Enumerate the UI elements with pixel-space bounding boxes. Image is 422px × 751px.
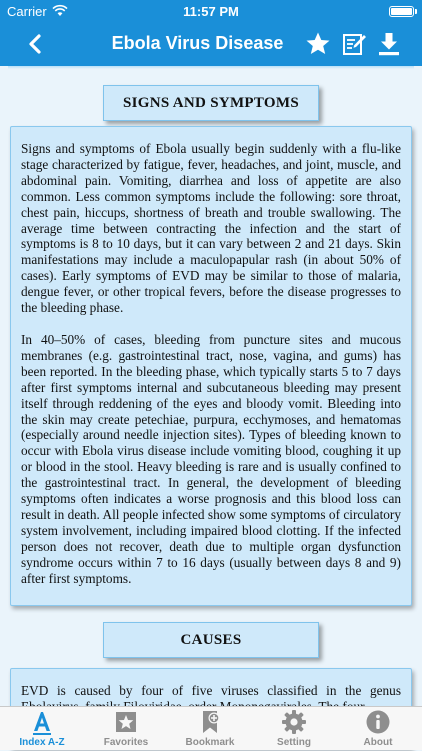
tab-setting[interactable] — [252, 707, 336, 751]
favorite-star-icon[interactable] — [304, 30, 332, 58]
tab-label: About — [363, 737, 393, 748]
gear-icon — [281, 709, 307, 735]
tab-bar — [0, 706, 422, 750]
article-content[interactable] — [0, 66, 422, 706]
tab-about[interactable] — [336, 707, 420, 751]
tab-index-a-z[interactable] — [0, 707, 84, 751]
tab-bookmark[interactable] — [168, 707, 252, 751]
letter-a-icon — [29, 709, 55, 735]
battery-tip — [415, 9, 417, 14]
tab-label: Setting — [277, 737, 311, 748]
info-icon — [365, 709, 391, 735]
signs-paragraph-2: In 40–50% of cases, bleeding from puncture sites and mucous membranes (e.g. gastrointestinal tract, nose, vagina, and gums) has been reported. In the bleeding phase, which typically starts 5 to 7 days after first symptoms internal and subcutaneous bleeding may present itself through reddening of the eyes and bloody vomit. Bleeding into the skin may create petechiae, purpura, ecchymoses, and hematomas (especially around needle injection sites). Types of bleeding known to occur with Ebola virus disease include vomiting blood, coughing it up or blood in the stool. Heavy bleeding is rare and is usually confined to the gastrointestinal tract. In general, the development of bleeding symptoms often indicates a worse prognosis and this blood loss can result in death. All people infected show some symptoms of circulatory system involvement, including impaired blood clotting. If the infected person does not recover, death due to multiple organ dysfunction syndrome occurs within 7 to 16 days (usually between days 8 and 9) after first symptoms. — [21, 331, 401, 586]
clock: 11:57 PM — [183, 4, 239, 19]
tab-label: Bookmark — [185, 737, 235, 748]
download-icon[interactable] — [375, 30, 403, 58]
causes-paragraph: EVD is caused by four of five viruses classified in the genus — [21, 683, 401, 698]
nav-bar — [0, 22, 422, 66]
signs-paragraph-1: Signs and symptoms of Ebola usually begin suddenly with a flu-like stage characterized by fatigue, fever, headaches, and joint, muscle, and abdominal pain. Vomiting, diarrhea and loss of appetite are also common. Less common symptoms include the following: sore throat, chest pain, hiccups, shortness of breath and trouble swallowing. The average time between contracting the infection and the start of symptoms is 8 to 10 days, but it can vary between 2 and 21 days. Skin manifestations may include a maculopapular rash (in about 50% of cases). Early symptoms of EVD may be similar to those of malaria, dengue fever, or other tropical fevers, before the disease progresses to the bleeding phase. — [21, 141, 401, 316]
section-heading-causes: CAUSES — [103, 622, 319, 658]
signs-panel — [10, 126, 412, 606]
battery-icon — [389, 6, 414, 17]
status-bar — [0, 0, 422, 22]
page-title: Ebola Virus Disease — [111, 33, 284, 53]
tab-label: Index A-Z — [19, 737, 65, 748]
bookmark-plus-icon — [197, 709, 223, 735]
tab-favorites[interactable] — [84, 707, 168, 751]
edit-note-icon[interactable] — [340, 30, 368, 58]
content-top-edge — [8, 66, 414, 69]
tab-label: Favorites — [103, 737, 149, 748]
carrier-label: Carrier — [7, 4, 47, 19]
star-badge-icon — [113, 709, 139, 735]
section-heading-signs: SIGNS AND SYMPTOMS — [103, 85, 319, 121]
back-chevron-icon[interactable] — [22, 30, 48, 58]
